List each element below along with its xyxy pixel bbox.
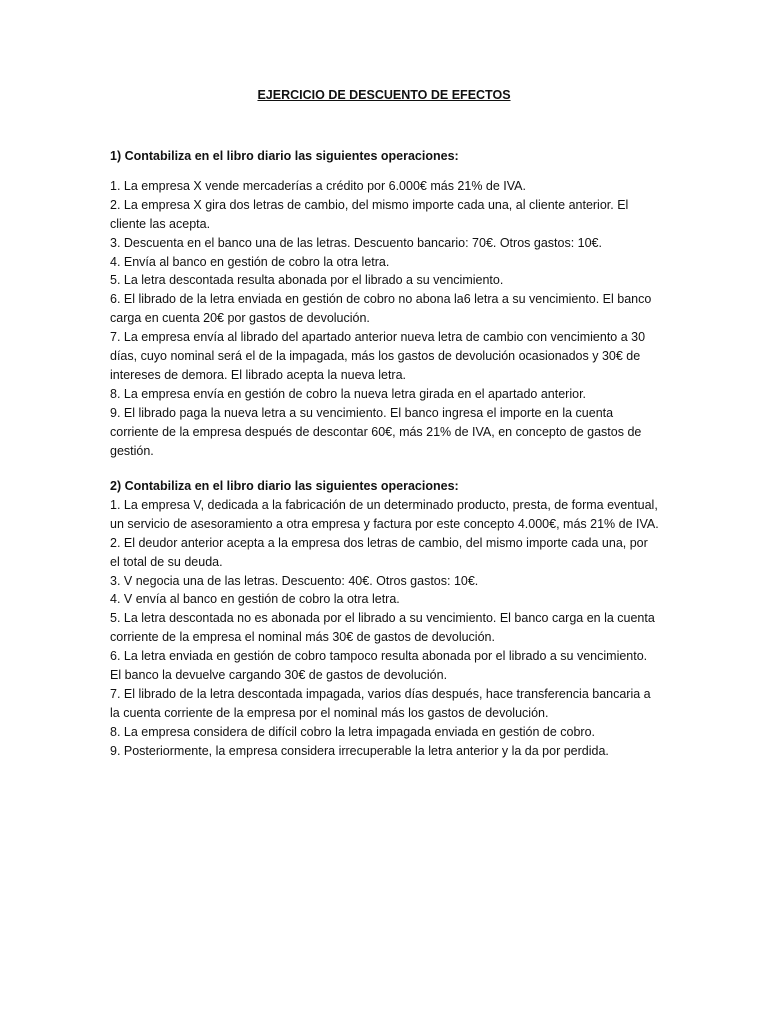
operation-item: 4. V envía al banco en gestión de cobro la otra letra. [110, 592, 400, 607]
exercise-section-2 [110, 477, 660, 761]
operation-item: 3. Descuenta en el banco una de las letras. Descuento bancario: 70€. Otros gastos: 10€. [110, 235, 602, 250]
operation-item: 7. El librado de la letra descontada impagada, varios días después, hace transferencia bancaria a la cuenta corriente de la empresa por el nominal más los gastos de devolución. [110, 686, 651, 720]
operation-item: 5. La letra descontada no es abonada por el librado a su vencimiento. El banco carga en la cuenta corriente de la empresa el nominal más 30€ de gastos de devolución. [110, 611, 655, 645]
section-heading: 1) Contabiliza en el libro diario las siguientes operaciones: [110, 149, 459, 163]
operation-item: 1. La empresa X vende mercaderías a crédito por 6.000€ más 21% de IVA. [110, 178, 526, 193]
operation-item: 9. Posteriormente, la empresa considera irrecuperable la letra anterior y la da por perdida. [110, 743, 609, 758]
operation-item: 2. El deudor anterior acepta a la empresa dos letras de cambio, del mismo importe cada una, por el total de su deuda. [110, 535, 648, 569]
operation-item: 5. La letra descontada resulta abonada por el librado a su vencimiento. [110, 273, 504, 288]
operation-item: 8. La empresa envía en gestión de cobro la nueva letra girada en el apartado anterior. [110, 386, 587, 401]
operation-item: 1. La empresa V, dedicada a la fabricación de un determinado producto, presta, de forma eventual, un servicio de asesoramiento a otra empresa y factura por este concepto 4.000€, más 21% de IVA. [110, 497, 659, 531]
operation-item: 7. La empresa envía al librado del apartado anterior nueva letra de cambio con vencimiento a 30 días, cuyo nominal será el de la impagada, más los gastos de devolución ocasionados y 30€ de intereses de demora. El librado acepta la nueva letra. [110, 330, 646, 382]
operations-list [110, 496, 660, 761]
operation-item: 3. V negocia una de las letras. Descuento: 40€. Otros gastos: 10€. [110, 573, 479, 588]
exercise-section-1 [110, 147, 660, 461]
operation-item: 9. El librado paga la nueva letra a su vencimiento. El banco ingresa el importe en la cuenta corriente de la empresa después de descontar 60€, más 21% de IVA, en concepto de gastos de gestión. [110, 405, 642, 458]
section-heading: 2) Contabiliza en el libro diario las siguientes operaciones: [110, 479, 459, 493]
operations-list [110, 177, 660, 461]
operation-item: 8. La empresa considera de difícil cobro la letra impagada enviada en gestión de cobro. [110, 724, 596, 739]
operation-item: 2. La empresa X gira dos letras de cambio, del mismo importe cada una, al cliente anterior. El cliente las acepta. [110, 197, 629, 231]
operation-item: 6. El librado de la letra enviada en gestión de cobro no abona la6 letra a su vencimiento. El banco carga en cuenta 20€ por gastos de devolución. [110, 292, 652, 326]
document-title: EJERCICIO DE DESCUENTO DE EFECTOS [257, 88, 511, 102]
operation-item: 4. Envía al banco en gestión de cobro la otra letra. [110, 254, 390, 269]
operation-item: 6. La letra enviada en gestión de cobro tampoco resulta abonada por el librado a su vencimiento. El banco la devuelve cargando 30€ de gastos de devolución. [110, 649, 648, 683]
